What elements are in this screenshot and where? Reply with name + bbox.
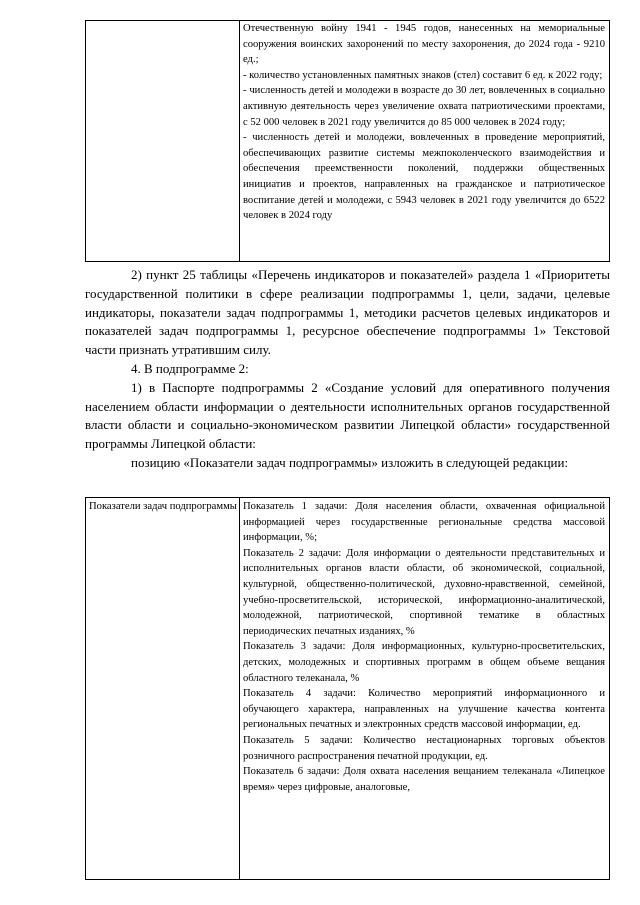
indicators-table	[85, 497, 610, 880]
table2-right-cell	[243, 499, 605, 795]
table1-paragraph: - численность детей и молодежи в возрасте до 30 лет, вовлеченных в социально активную деятельность через увеличение охвата патриотическими проектами, с 52 000 человек в 2021 году увеличится до 85 000 человек в 2024 году;	[243, 85, 605, 128]
paragraph-position: позицию «Показатели задач подпрограммы» изложить в следующей редакции:	[131, 454, 569, 470]
table2-left-label: Показатели задач подпрограммы	[89, 501, 237, 512]
paragraph-item-1: 1) в Паспорте подпрограммы 2 «Создание условий для оперативного получения населением области информации о деятельности исполнительных органов государственной власти области и социально-экономическом развитии Липецкой области» государственной программы Липецкой области:	[85, 379, 610, 452]
table1-paragraph: Отечественную войну 1941 - 1945 годов, нанесенных на мемориальные сооружения воинских захоронений по месту захоронения, до 2024 года - 9210 ед.;	[243, 23, 605, 66]
table1-paragraph: - количество установленных памятных знаков (стел) составит 6 ед. к 2022 году;	[243, 69, 603, 81]
indicator-paragraph: Показатель 2 задачи: Доля информации о деятельности представительных и исполнительных органов власти области, об экономической, социальной, культурной, общественно-политической, духовно-нравственной, семейной, учебно-просветительской, исторической, информационно-аналитической, молодежной, патриотической, спортивной тематике в областных периодических печатных изданиях, %	[243, 547, 605, 637]
indicator-paragraph: Показатель 4 задачи: Количество мероприятий информационного и обучающего характера, направленных на улучшение качества контента региональных печатных и электронных средств массовой информации, ед.	[243, 688, 605, 731]
body-text	[85, 266, 610, 473]
table-left-cell	[86, 498, 240, 879]
table-left-cell-empty	[86, 21, 240, 261]
indicator-paragraph: Показатель 1 задачи: Доля населения области, охваченная официальной информацией через государственные региональные средства массовой информации, %;	[243, 501, 605, 544]
table-continuation	[85, 20, 610, 262]
indicator-paragraph: Показатель 3 задачи: Доля информационных, культурно-просветительских, детских, молодежных и спортивных программ в общем объеме вещания областного телеканала, %	[243, 641, 605, 684]
indicator-paragraph: Показатель 6 задачи: Доля охвата населения вещанием телеканала «Липецкое время» через цифровые, аналоговые,	[243, 766, 605, 793]
indicator-paragraph: Показатель 5 задачи: Количество нестационарных торговых объектов розничного распространения печатной продукции, ед.	[243, 734, 605, 762]
table1-paragraph: - численность детей и молодежи, вовлеченных в проведение мероприятий, обеспечивающих развитие системы межпоколенческого взаимодействия и обеспечения преемственности поколений, поддержки общественных инициатив и проектов, направленных на гражданское и патриотическое воспитание детей и молодежи, с 5943 человек в 2021 году увеличится до 6522 человек в 2024 году	[243, 132, 605, 222]
paragraph-item-2: 2) пункт 25 таблицы «Перечень индикаторов и показателей» раздела 1 «Приоритеты государственной политики в сфере реализации подпрограммы 1, цели, задачи, целевые индикаторы, показатели задач подпрограммы 1, методики расчетов целевых индикаторов и показателей задач подпрограммы 1, ресурсное обеспечение подпрограммы 1» Текстовой части признать утратившим силу.	[85, 267, 610, 358]
paragraph-section-4: 4. В подпрограмме 2:	[131, 360, 249, 376]
table1-left-text	[86, 21, 239, 23]
table1-right-cell	[243, 21, 605, 224]
